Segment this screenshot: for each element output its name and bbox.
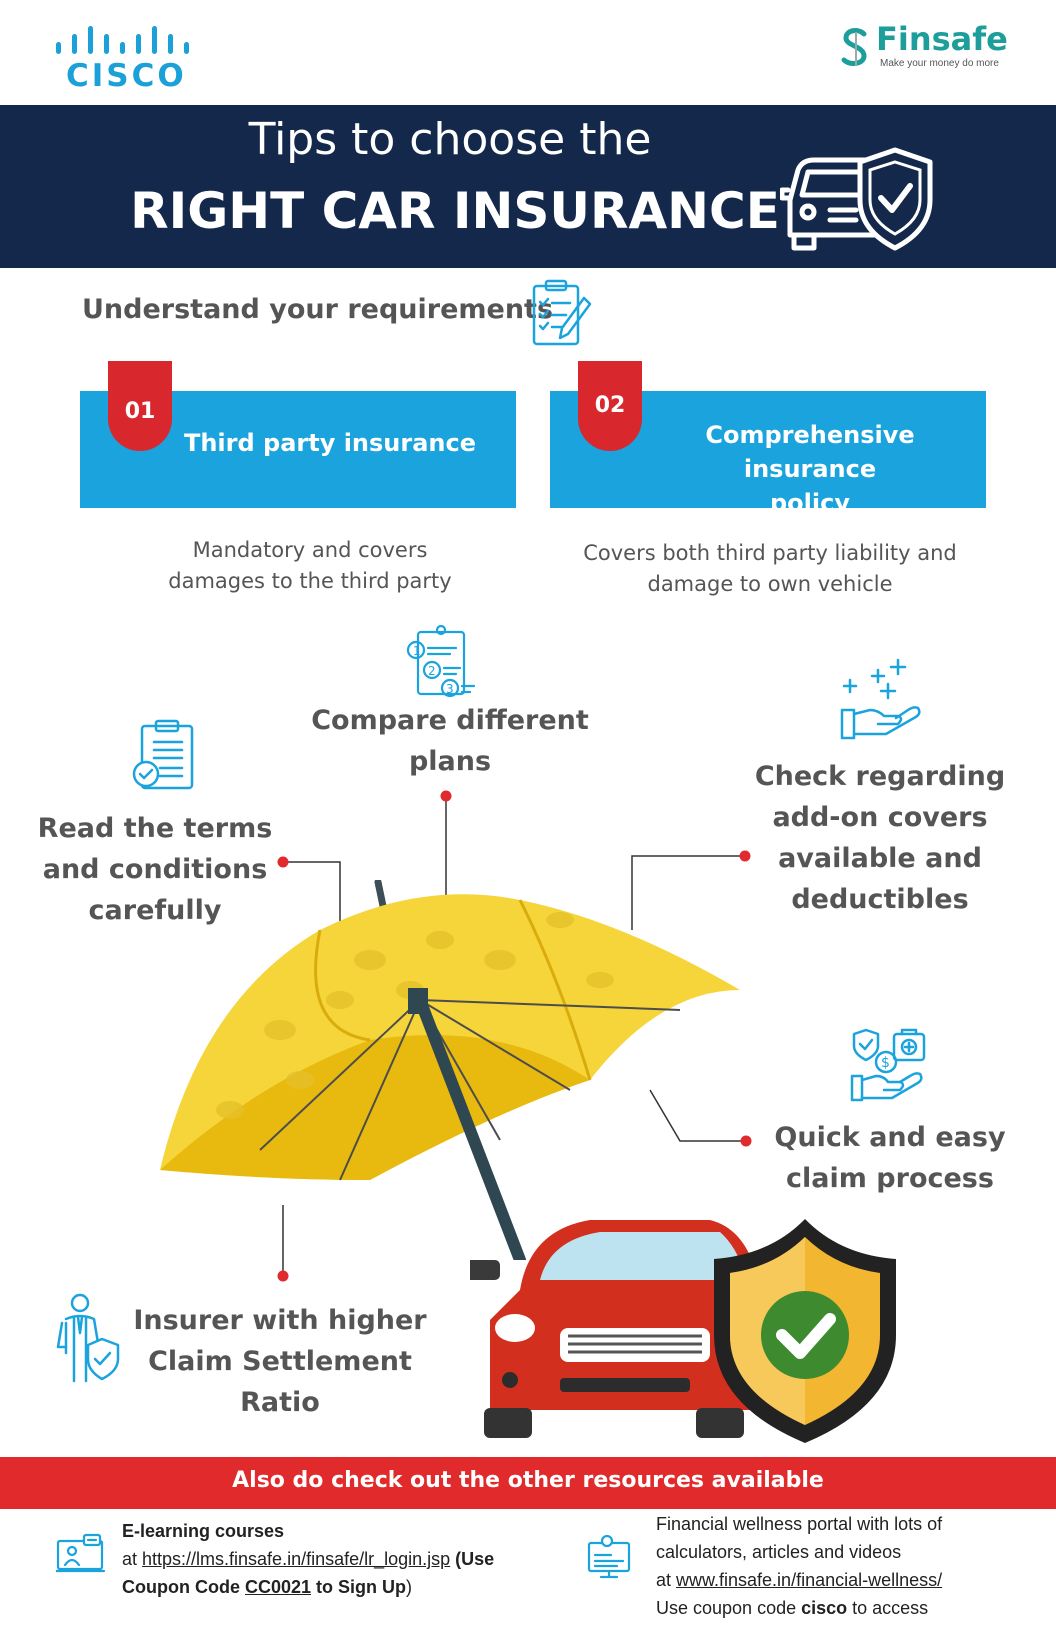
option-number-badge: 02 <box>578 361 642 451</box>
finsafe-wordmark: Finsafe <box>876 20 1008 58</box>
elearning-at: at <box>122 1549 143 1569</box>
tip-line: plans <box>408 746 492 777</box>
finsafe-tagline: Make your money do more <box>880 58 999 69</box>
hand-plus-icon <box>838 656 928 742</box>
banner-subtitle: Tips to choose the <box>248 114 652 165</box>
tip-line: Check regarding <box>754 761 1006 792</box>
description-line: damages to the third party <box>168 569 452 593</box>
banner-title: RIGHT CAR INSURANCE <box>130 182 780 240</box>
tip-line: and conditions <box>42 854 268 885</box>
clipboard-check-icon <box>130 718 198 792</box>
portal-access: to access <box>847 1598 929 1618</box>
tip-line: Insurer with higher <box>133 1305 427 1336</box>
section-title: Understand your requirements <box>82 294 554 325</box>
elearning-coupon-line <box>122 1573 412 1601</box>
tip-line: Compare different <box>311 705 589 736</box>
description-line: Covers both third party liability and <box>583 541 957 565</box>
tip-line: claim process <box>786 1163 994 1194</box>
tip-line: Ratio <box>240 1387 320 1418</box>
portal-at: at <box>656 1570 677 1590</box>
svg-text:1: 1 <box>413 644 421 658</box>
elearning-coupon-prefix: Coupon Code <box>122 1577 245 1597</box>
cisco-wordmark: CISCO <box>66 58 187 94</box>
tip-compare-plans <box>290 700 610 782</box>
tip-claim-ratio <box>130 1300 430 1423</box>
svg-text:2: 2 <box>428 664 436 678</box>
description-line: damage to own vehicle <box>647 572 893 596</box>
tip-line: deductibles <box>791 884 969 915</box>
tip-quick-claim <box>770 1117 1010 1199</box>
elearning-icon <box>56 1533 106 1575</box>
numbered-list-icon <box>404 624 484 700</box>
option-number-badge: 01 <box>108 361 172 451</box>
elearning-use: (Use <box>450 1549 495 1569</box>
elearning-url-link[interactable]: https://lms.finsafe.in/finsafe/lr_login.jsp <box>142 1549 451 1569</box>
elearning-title: E-learning courses <box>122 1521 285 1541</box>
portal-coupon-code: cisco <box>801 1598 848 1618</box>
portal-line: calculators, articles and videos <box>656 1542 902 1562</box>
portal-line: Financial wellness portal with lots of <box>656 1514 943 1534</box>
elearning-coupon-code: CC0021 <box>244 1577 312 1597</box>
elearning-link-line <box>122 1545 494 1573</box>
portal-icon <box>587 1535 632 1580</box>
tip-line: Read the terms <box>37 813 273 844</box>
description-line: Mandatory and covers <box>192 538 428 562</box>
tip-line: add-on covers <box>772 802 988 833</box>
shield-check-badge <box>710 1215 900 1445</box>
svg-text:3: 3 <box>446 682 454 696</box>
umbrella-illustration <box>140 880 760 1260</box>
tip-line: carefully <box>88 895 222 926</box>
claim-hand-icon <box>850 1026 930 1104</box>
portal-url-link[interactable]: www.finsafe.in/financial-wellness/ <box>676 1570 943 1590</box>
tip-line: Quick and easy <box>774 1122 1006 1153</box>
option-title-line: policy <box>770 489 850 517</box>
portal-use: Use coupon code <box>656 1598 802 1618</box>
svg-text:$: $ <box>881 1055 890 1071</box>
elearning-coupon-suffix: to Sign Up <box>311 1577 407 1597</box>
tip-line: Claim Settlement <box>148 1346 412 1377</box>
portal-coupon-line <box>656 1594 928 1622</box>
person-shield-icon <box>52 1293 124 1385</box>
tip-addon-covers <box>740 756 1020 920</box>
portal-link-line <box>656 1566 942 1594</box>
elearning-close: ) <box>406 1577 413 1597</box>
option-title-line: Comprehensive insurance <box>705 421 915 483</box>
option-title: Third party insurance <box>183 429 477 457</box>
tip-line: available and <box>778 843 982 874</box>
resources-banner-text: Also do check out the other resources available <box>232 1468 824 1493</box>
